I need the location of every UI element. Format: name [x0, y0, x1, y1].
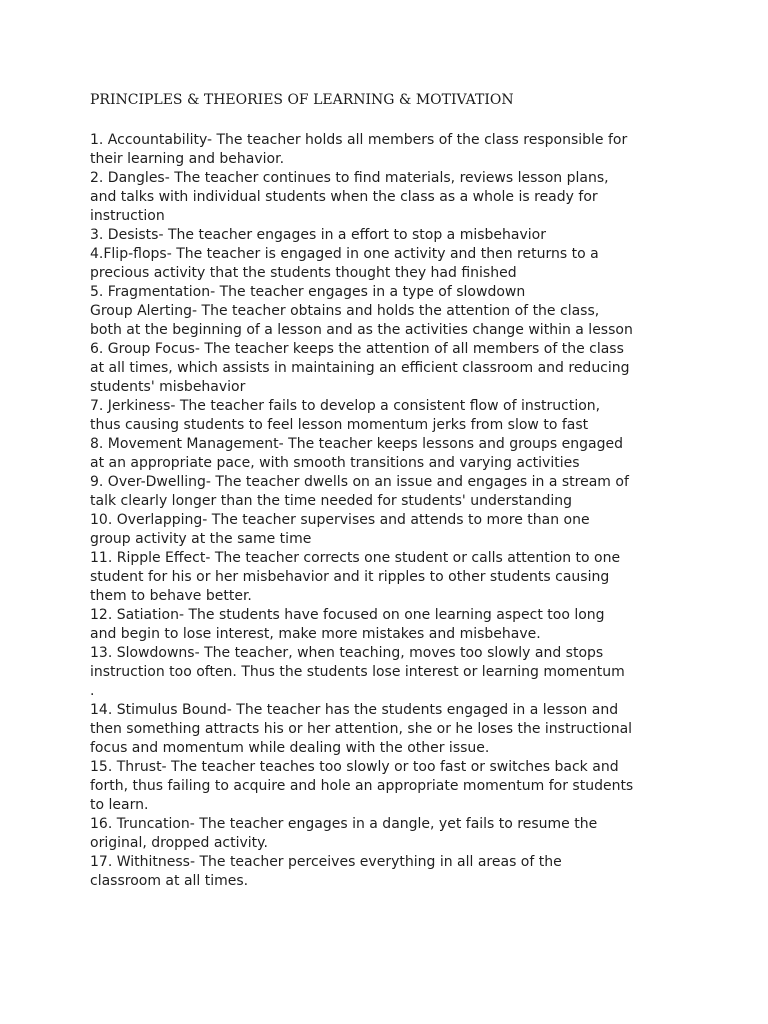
text-line: classroom at all times.: [90, 873, 249, 889]
text-line: 2. Dangles- The teacher continues to find materials, reviews lesson plans,: [90, 170, 609, 186]
text-line: 6. Group Focus- The teacher keeps the attention of all members of the class: [90, 341, 624, 357]
text-line: focus and momentum while dealing with the other issue.: [90, 740, 490, 756]
text-line: 10. Overlapping- The teacher supervises and attends to more than one: [90, 512, 590, 528]
text-line: and begin to lose interest, make more mistakes and misbehave.: [90, 626, 541, 642]
text-line: student for his or her misbehavior and it ripples to other students causing: [90, 569, 610, 585]
text-line: 9. Over-Dwelling- The teacher dwells on an issue and engages in a stream of: [90, 474, 629, 490]
text-line: talk clearly longer than the time needed for students' understanding: [90, 493, 573, 509]
text-line: at an appropriate pace, with smooth transitions and varying activities: [90, 455, 580, 471]
text-line: at all times, which assists in maintaining an efficient classroom and reducing: [90, 360, 630, 376]
text-line: 4.Flip-flops- The teacher is engaged in one activity and then returns to a: [90, 246, 599, 262]
text-line: 15. Thrust- The teacher teaches too slowly or too fast or switches back and: [90, 759, 619, 775]
text-line: both at the beginning of a lesson and as the activities change within a lesson: [90, 322, 633, 338]
text-line: and talks with individual students when the class as a whole is ready for: [90, 189, 598, 205]
document-page: [90, 90, 690, 891]
text-line: .: [90, 683, 95, 699]
text-line: 7. Jerkiness- The teacher fails to develop a consistent flow of instruction,: [90, 398, 601, 414]
text-line: 1. Accountability- The teacher holds all members of the class responsible for: [90, 132, 628, 148]
text-line: instruction too often. Thus the students lose interest or learning momentum: [90, 664, 625, 680]
text-line: instruction: [90, 208, 165, 224]
text-line: 16. Truncation- The teacher engages in a dangle, yet fails to resume the: [90, 816, 598, 832]
text-line: group activity at the same time: [90, 531, 312, 547]
text-line: 14. Stimulus Bound- The teacher has the students engaged in a lesson and: [90, 702, 619, 718]
text-line: 11. Ripple Effect- The teacher corrects one student or calls attention to one: [90, 550, 621, 566]
text-line: 3. Desists- The teacher engages in a effort to stop a misbehavior: [90, 227, 546, 243]
text-line: 13. Slowdowns- The teacher, when teaching, moves too slowly and stops: [90, 645, 604, 661]
text-line: 5. Fragmentation- The teacher engages in a type of slowdown: [90, 284, 526, 300]
text-line: Group Alerting- The teacher obtains and holds the attention of the class,: [90, 303, 600, 319]
text-line: them to behave better.: [90, 588, 252, 604]
text-line: students' misbehavior: [90, 379, 246, 395]
text-line: then something attracts his or her attention, she or he loses the instructional: [90, 721, 633, 737]
text-line: 17. Withitness- The teacher perceives everything in all areas of the: [90, 854, 562, 870]
text-line: precious activity that the students thought they had finished: [90, 265, 517, 281]
text-line: their learning and behavior.: [90, 151, 285, 167]
page-title: PRINCIPLES & THEORIES OF LEARNING & MOTIVATION: [90, 92, 514, 108]
text-line: forth, thus failing to acquire and hole an appropriate momentum for students: [90, 778, 634, 794]
text-line: original, dropped activity.: [90, 835, 268, 851]
text-line: 12. Satiation- The students have focused on one learning aspect too long: [90, 607, 605, 623]
document-body: [90, 131, 690, 891]
text-line: to learn.: [90, 797, 149, 813]
text-line: thus causing students to feel lesson momentum jerks from slow to fast: [90, 417, 589, 433]
text-line: 8. Movement Management- The teacher keeps lessons and groups engaged: [90, 436, 623, 452]
